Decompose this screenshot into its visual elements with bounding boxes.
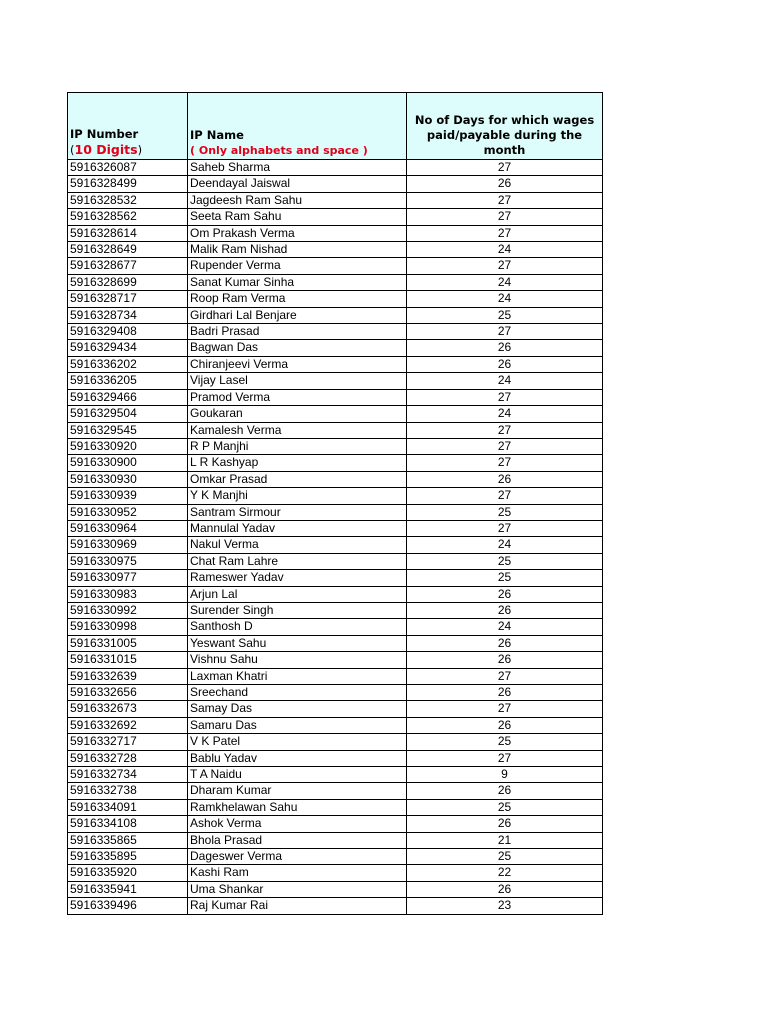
ip-number-cell[interactable]: 5916330920	[68, 438, 188, 454]
ip-name-cell[interactable]: Samay Das	[188, 701, 407, 717]
ip-name-cell[interactable]: Santram Sirmour	[188, 504, 407, 520]
ip-number-cell[interactable]: 5916332656	[68, 685, 188, 701]
days-cell[interactable]: 24	[407, 406, 603, 422]
ip-name-cell[interactable]: Kamalesh Verma	[188, 422, 407, 438]
days-cell[interactable]: 27	[407, 389, 603, 405]
table-row	[68, 717, 603, 733]
table-row	[68, 242, 603, 258]
days-cell[interactable]: 27	[407, 225, 603, 241]
ip-number-cell[interactable]: 5916328734	[68, 307, 188, 323]
days-cell[interactable]: 26	[407, 881, 603, 897]
days-cell[interactable]: 25	[407, 504, 603, 520]
ip-name-cell[interactable]: Rupender Verma	[188, 258, 407, 274]
ip-number-cell[interactable]: 5916329466	[68, 389, 188, 405]
ip-name-cell[interactable]: Arjun Lal	[188, 586, 407, 602]
days-cell[interactable]: 24	[407, 619, 603, 635]
days-cell[interactable]: 27	[407, 160, 603, 176]
ip-name-cell[interactable]: Yeswant Sahu	[188, 635, 407, 651]
ip-number-cell[interactable]: 5916331005	[68, 635, 188, 651]
days-cell[interactable]: 26	[407, 340, 603, 356]
table-row	[68, 832, 603, 848]
ip-number-cell[interactable]: 5916330977	[68, 570, 188, 586]
header-days-label: No of Days for which wages paid/payable during the month	[414, 113, 595, 157]
table-row	[68, 816, 603, 832]
ip-name-cell[interactable]: Rameswer Yadav	[188, 570, 407, 586]
days-cell[interactable]: 26	[407, 816, 603, 832]
days-cell[interactable]: 26	[407, 356, 603, 372]
ip-name-cell[interactable]: Nakul Verma	[188, 537, 407, 553]
ip-name-cell[interactable]: L R Kashyap	[188, 455, 407, 471]
table-row	[68, 685, 603, 701]
header-days[interactable]	[407, 93, 603, 160]
table-row	[68, 192, 603, 208]
days-cell[interactable]: 25	[407, 307, 603, 323]
ip-number-cell[interactable]: 5916331015	[68, 652, 188, 668]
ip-number-cell[interactable]: 5916330964	[68, 520, 188, 536]
days-cell[interactable]: 25	[407, 849, 603, 865]
ip-name-cell[interactable]: Ashok Verma	[188, 816, 407, 832]
ip-number-cell[interactable]: 5916329504	[68, 406, 188, 422]
ip-number-cell[interactable]: 5916329408	[68, 324, 188, 340]
ip-name-cell[interactable]: Om Prakash Verma	[188, 225, 407, 241]
table-row	[68, 652, 603, 668]
ip-name-cell[interactable]: Saheb Sharma	[188, 160, 407, 176]
ip-name-cell[interactable]: Bhola Prasad	[188, 832, 407, 848]
table-row	[68, 422, 603, 438]
ip-number-cell[interactable]: 5916330900	[68, 455, 188, 471]
ip-number-cell[interactable]: 5916335920	[68, 865, 188, 881]
table-row	[68, 488, 603, 504]
ip-name-cell[interactable]: Bablu Yadav	[188, 750, 407, 766]
table-row	[68, 734, 603, 750]
table-row	[68, 176, 603, 192]
ip-number-cell[interactable]: 5916330983	[68, 586, 188, 602]
days-cell[interactable]: 27	[407, 258, 603, 274]
ip-name-cell[interactable]: Surender Singh	[188, 602, 407, 618]
header-ip-number-label: IP Number	[70, 127, 139, 141]
ip-number-cell[interactable]: 5916330969	[68, 537, 188, 553]
ip-number-cell[interactable]: 5916328699	[68, 274, 188, 290]
table-row	[68, 849, 603, 865]
table-row	[68, 635, 603, 651]
ip-number-cell[interactable]: 5916328532	[68, 192, 188, 208]
ip-number-cell[interactable]: 5916332717	[68, 734, 188, 750]
ip-number-cell[interactable]: 5916336205	[68, 373, 188, 389]
ip-name-cell[interactable]: Vishnu Sahu	[188, 652, 407, 668]
ip-number-cell[interactable]: 5916328614	[68, 225, 188, 241]
ip-name-cell[interactable]: V K Patel	[188, 734, 407, 750]
table-row	[68, 898, 603, 914]
days-cell[interactable]: 24	[407, 291, 603, 307]
table-row	[68, 373, 603, 389]
ip-number-cell[interactable]: 5916332673	[68, 701, 188, 717]
days-cell[interactable]: 24	[407, 537, 603, 553]
table-row	[68, 291, 603, 307]
ip-name-cell[interactable]: Raj Kumar Rai	[188, 898, 407, 914]
table-row	[68, 389, 603, 405]
table-row	[68, 783, 603, 799]
ip-number-cell[interactable]: 5916330975	[68, 553, 188, 569]
header-ip-number[interactable]	[68, 93, 188, 160]
ip-number-cell[interactable]: 5916326087	[68, 160, 188, 176]
days-cell[interactable]: 22	[407, 865, 603, 881]
days-cell[interactable]: 24	[407, 274, 603, 290]
header-row	[68, 93, 603, 160]
table-row	[68, 504, 603, 520]
ip-name-cell[interactable]: Jagdeesh Ram Sahu	[188, 192, 407, 208]
days-cell[interactable]: 26	[407, 586, 603, 602]
ip-name-cell[interactable]: T A Naidu	[188, 767, 407, 783]
table-row	[68, 160, 603, 176]
ip-name-cell[interactable]: Seeta Ram Sahu	[188, 209, 407, 225]
table-row	[68, 455, 603, 471]
table-row	[68, 537, 603, 553]
ip-number-cell[interactable]: 5916332738	[68, 783, 188, 799]
days-cell[interactable]: 27	[407, 192, 603, 208]
days-cell[interactable]: 26	[407, 652, 603, 668]
ip-number-cell[interactable]: 5916334108	[68, 816, 188, 832]
ip-name-cell[interactable]: Sanat Kumar Sinha	[188, 274, 407, 290]
days-cell[interactable]: 27	[407, 438, 603, 454]
ip-number-cell[interactable]: 5916330952	[68, 504, 188, 520]
ip-number-cell[interactable]: 5916330992	[68, 602, 188, 618]
ip-name-cell[interactable]: Malik Ram Nishad	[188, 242, 407, 258]
days-cell[interactable]: 26	[407, 685, 603, 701]
days-cell[interactable]: 21	[407, 832, 603, 848]
ip-number-cell[interactable]: 5916332639	[68, 668, 188, 684]
days-cell[interactable]: 27	[407, 488, 603, 504]
ip-number-cell[interactable]: 5916334091	[68, 799, 188, 815]
ip-name-cell[interactable]: Roop Ram Verma	[188, 291, 407, 307]
ip-number-cell[interactable]: 5916330930	[68, 471, 188, 487]
days-cell[interactable]: 26	[407, 602, 603, 618]
days-cell[interactable]: 27	[407, 422, 603, 438]
table-row	[68, 701, 603, 717]
days-cell[interactable]: 27	[407, 209, 603, 225]
table-row	[68, 570, 603, 586]
table-row	[68, 865, 603, 881]
ip-name-cell[interactable]: Dageswer Verma	[188, 849, 407, 865]
ip-name-cell[interactable]: Samaru Das	[188, 717, 407, 733]
header-ip-name-note: ( Only alphabets and space )	[190, 144, 368, 157]
table-row	[68, 209, 603, 225]
table-row	[68, 340, 603, 356]
ip-name-cell[interactable]: Kashi Ram	[188, 865, 407, 881]
ip-name-cell[interactable]: Pramod Verma	[188, 389, 407, 405]
table-row	[68, 619, 603, 635]
days-cell[interactable]: 9	[407, 767, 603, 783]
table-row	[68, 438, 603, 454]
table-row	[68, 586, 603, 602]
ip-number-cell[interactable]: 5916328649	[68, 242, 188, 258]
ip-name-cell[interactable]: Ramkhelawan Sahu	[188, 799, 407, 815]
table-row	[68, 356, 603, 372]
days-cell[interactable]: 26	[407, 471, 603, 487]
table-row	[68, 274, 603, 290]
table-row	[68, 225, 603, 241]
ip-number-cell[interactable]: 5916330998	[68, 619, 188, 635]
days-cell[interactable]: 27	[407, 455, 603, 471]
ip-number-cell[interactable]: 5916336202	[68, 356, 188, 372]
days-cell[interactable]: 26	[407, 176, 603, 192]
ip-name-cell[interactable]: Badri Prasad	[188, 324, 407, 340]
ip-number-cell[interactable]: 5916328717	[68, 291, 188, 307]
ip-number-cell[interactable]: 5916332734	[68, 767, 188, 783]
ip-name-cell[interactable]: Chiranjeevi Verma	[188, 356, 407, 372]
days-cell[interactable]: 25	[407, 570, 603, 586]
header-ip-name[interactable]	[188, 93, 407, 160]
ip-name-cell[interactable]: Laxman Khatri	[188, 668, 407, 684]
ip-number-cell[interactable]: 5916332692	[68, 717, 188, 733]
days-cell[interactable]: 27	[407, 668, 603, 684]
table-row	[68, 471, 603, 487]
ip-number-cell[interactable]: 5916335865	[68, 832, 188, 848]
ip-name-cell[interactable]: Deendayal Jaiswal	[188, 176, 407, 192]
days-cell[interactable]: 27	[407, 750, 603, 766]
days-cell[interactable]: 27	[407, 701, 603, 717]
table-row	[68, 799, 603, 815]
header-ip-number-note: (10 Digits)	[70, 142, 143, 157]
days-cell[interactable]: 24	[407, 242, 603, 258]
wages-sheet-table	[67, 92, 603, 915]
table-row	[68, 520, 603, 536]
ip-name-cell[interactable]: Sreechand	[188, 685, 407, 701]
ip-number-cell[interactable]: 5916332728	[68, 750, 188, 766]
ip-name-cell[interactable]: Y K Manjhi	[188, 488, 407, 504]
days-cell[interactable]: 26	[407, 717, 603, 733]
ip-name-cell[interactable]: Omkar Prasad	[188, 471, 407, 487]
days-cell[interactable]: 26	[407, 783, 603, 799]
days-cell[interactable]: 23	[407, 898, 603, 914]
ip-number-cell[interactable]: 5916339496	[68, 898, 188, 914]
ip-number-cell[interactable]: 5916335895	[68, 849, 188, 865]
table-row	[68, 406, 603, 422]
ip-name-cell[interactable]: R P Manjhi	[188, 438, 407, 454]
ip-name-cell[interactable]: Girdhari Lal Benjare	[188, 307, 407, 323]
ip-name-cell[interactable]: Chat Ram Lahre	[188, 553, 407, 569]
ip-name-cell[interactable]: Bagwan Das	[188, 340, 407, 356]
ip-name-cell[interactable]: Dharam Kumar	[188, 783, 407, 799]
days-cell[interactable]: 25	[407, 734, 603, 750]
table-row	[68, 324, 603, 340]
ip-number-cell[interactable]: 5916329545	[68, 422, 188, 438]
ip-name-cell[interactable]: Uma Shankar	[188, 881, 407, 897]
days-cell[interactable]: 25	[407, 553, 603, 569]
ip-number-cell[interactable]: 5916328499	[68, 176, 188, 192]
ip-number-cell[interactable]: 5916335941	[68, 881, 188, 897]
ip-name-cell[interactable]: Goukaran	[188, 406, 407, 422]
ip-number-cell[interactable]: 5916330939	[68, 488, 188, 504]
table-row	[68, 750, 603, 766]
table-row	[68, 307, 603, 323]
days-cell[interactable]: 26	[407, 635, 603, 651]
days-cell[interactable]: 24	[407, 373, 603, 389]
table-row	[68, 258, 603, 274]
table-row	[68, 553, 603, 569]
days-cell[interactable]: 25	[407, 799, 603, 815]
ip-number-cell[interactable]: 5916328677	[68, 258, 188, 274]
ip-number-cell[interactable]: 5916329434	[68, 340, 188, 356]
table-row	[68, 881, 603, 897]
ip-name-cell[interactable]: Mannulal Yadav	[188, 520, 407, 536]
ip-name-cell[interactable]: Santhosh D	[188, 619, 407, 635]
table-row	[68, 767, 603, 783]
ip-number-cell[interactable]: 5916328562	[68, 209, 188, 225]
days-cell[interactable]: 27	[407, 520, 603, 536]
days-cell[interactable]: 27	[407, 324, 603, 340]
ip-name-cell[interactable]: Vijay Lasel	[188, 373, 407, 389]
table-row	[68, 602, 603, 618]
header-ip-name-label: IP Name	[190, 128, 244, 142]
table-row	[68, 668, 603, 684]
